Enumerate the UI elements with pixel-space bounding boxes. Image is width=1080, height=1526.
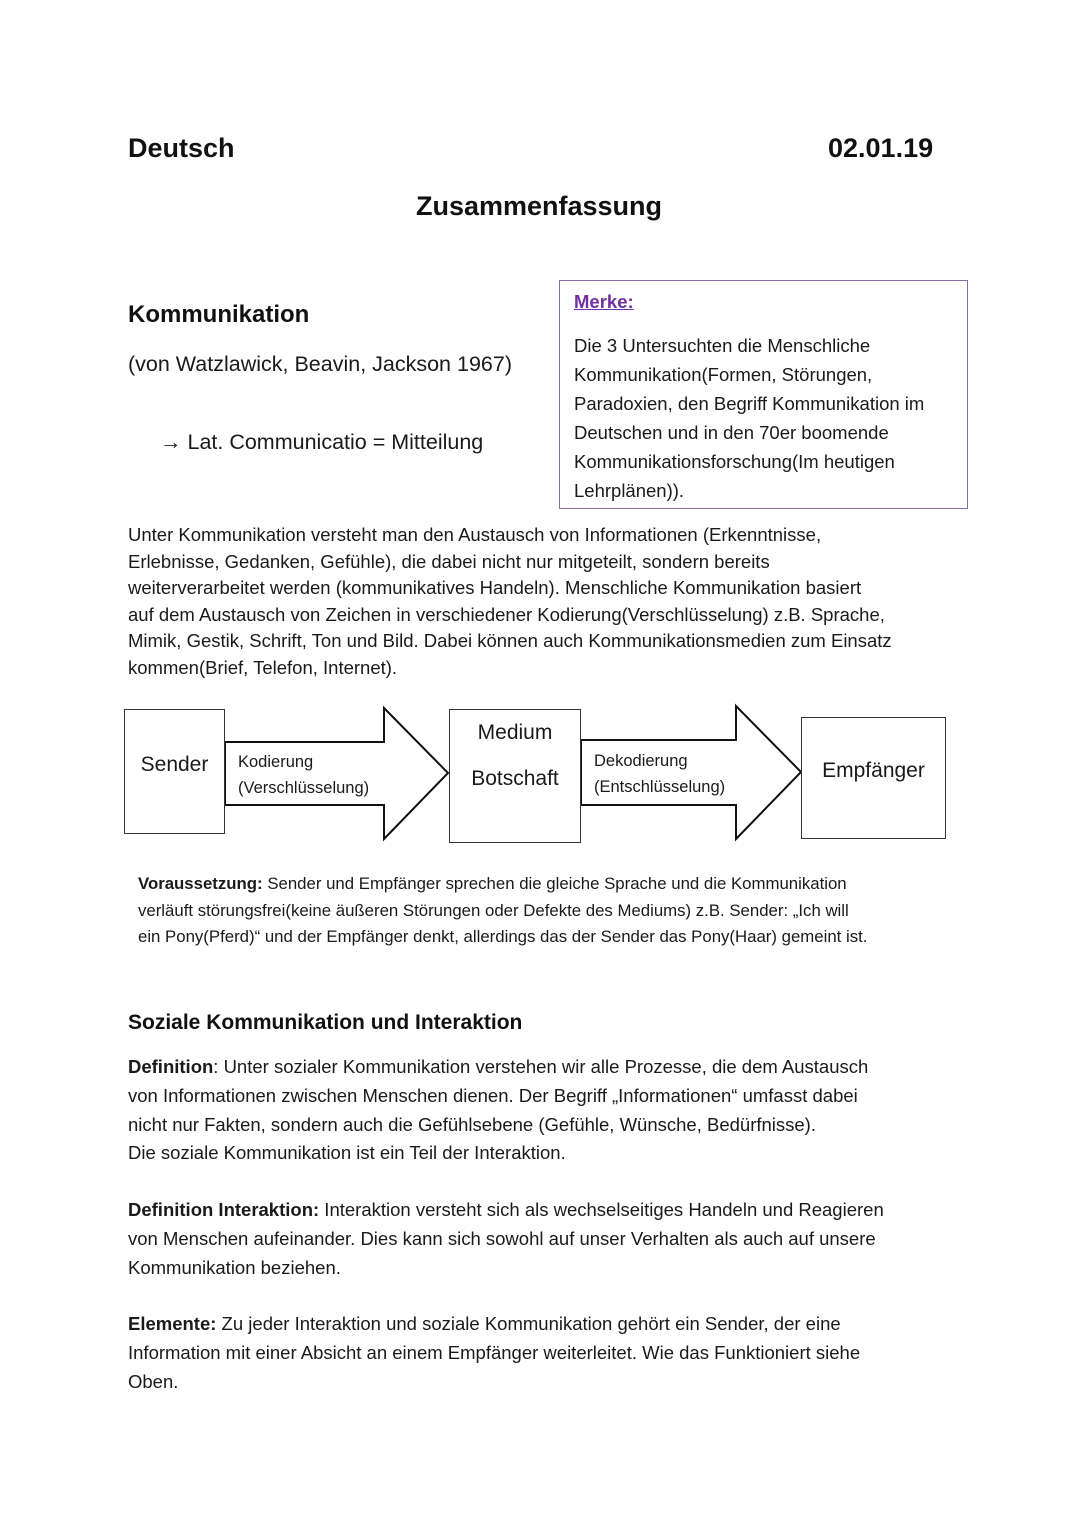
- definition-text: : Unter sozialer Kommunikation verstehen wir alle Prozesse, die dem Austausch: [213, 1056, 869, 1077]
- elemente-line: Information mit einer Absicht an einem Empfänger weiterleitet. Wie das Funktioniert siehe: [128, 1341, 861, 1363]
- definition-line: von Informationen zwischen Menschen dienen. Der Begriff „Informationen“ umfasst dabei: [128, 1084, 858, 1106]
- medium-label: Medium: [477, 721, 553, 744]
- section-heading-soziale: Soziale Kommunikation und Interaktion: [128, 1011, 523, 1034]
- latin-text: Lat. Communicatio = Mitteilung: [187, 430, 484, 454]
- paragraph-line: weiterverarbeitet werden (kommunikatives Handeln). Menschliche Kommunikation basiert: [128, 577, 862, 599]
- paragraph-line: Unter Kommunikation versteht man den Austausch von Informationen (Erkenntnisse,: [128, 524, 822, 545]
- authors-line: (von Watzlawick, Beavin, Jackson 1967): [128, 352, 512, 376]
- interaktion-line: Kommunikation beziehen.: [128, 1256, 341, 1278]
- interaktion-label: Definition Interaktion:: [128, 1199, 320, 1220]
- elemente-block: [128, 1310, 860, 1396]
- paragraph-line: Mimik, Gestik, Schrift, Ton und Bild. Dabei können auch Kommunikationsmedien zum Einsatz: [128, 630, 892, 652]
- entschluesselung-text: (Entschlüsselung): [594, 778, 726, 796]
- empfaenger-label: Empfänger: [822, 759, 925, 782]
- interaktion-block: [128, 1196, 884, 1282]
- definition-block: [128, 1053, 868, 1168]
- voraussetzung-line: verläuft störungsfrei(keine äußeren Störungen oder Defekte des Mediums) z.B. Sender: „Ich will: [138, 900, 849, 920]
- paragraph-line: auf dem Austausch von Zeichen in verschiedener Kodierung(Verschlüsselung) z.B. Sprache,: [128, 603, 885, 625]
- interaktion-line: [128, 1196, 884, 1225]
- voraussetzung-text: Sender und Empfänger sprechen die gleiche Sprache und die Kommunikation: [267, 874, 847, 893]
- definition-line: [128, 1053, 868, 1082]
- merke-line: Deutschen und in den 70er boomende: [574, 422, 889, 443]
- section-heading-kommunikation: Kommunikation: [128, 301, 310, 328]
- merke-line: Lehrplänen)).: [574, 480, 685, 501]
- voraussetzung-line: [138, 871, 867, 898]
- dekodierung-text: Dekodierung: [594, 752, 688, 770]
- elemente-text: Zu jeder Interaktion und soziale Kommunikation gehört ein Sender, der eine: [216, 1313, 841, 1334]
- interaktion-text: Interaktion versteht sich als wechselseitiges Handeln und Reagieren: [319, 1199, 884, 1220]
- merke-label: Merke:: [574, 291, 634, 312]
- voraussetzung-block: [138, 871, 867, 951]
- sender-label: Sender: [140, 753, 209, 776]
- botschaft-label: Botschaft: [471, 767, 559, 790]
- elemente-line: Oben.: [128, 1370, 179, 1392]
- voraussetzung-line: ein Pony(Pferd)“ und der Empfänger denkt, allerdings das der Sender das Pony(Haar) gemeint ist.: [138, 927, 868, 946]
- subject-heading: Deutsch: [128, 133, 235, 163]
- merke-line: Die 3 Untersuchten die Menschliche: [574, 335, 871, 356]
- voraussetzung-label: Voraussetzung:: [138, 874, 263, 893]
- elemente-line: [128, 1310, 860, 1339]
- sender-box: [124, 709, 225, 834]
- date: 02.01.19: [828, 133, 934, 163]
- kodierung-label: [238, 749, 369, 801]
- page-title: Zusammenfassung: [415, 191, 663, 221]
- dekodierung-label: [594, 748, 725, 800]
- verschluesselung-text: (Verschlüsselung): [238, 779, 370, 797]
- medium-box: [449, 709, 581, 843]
- definition-line: Die soziale Kommunikation ist ein Teil der Interaktion.: [128, 1142, 566, 1164]
- merke-line: Kommunikationsforschung(Im heutigen: [574, 451, 895, 472]
- empfaenger-box: [801, 717, 946, 839]
- merke-line: Paradoxien, den Begriff Kommunikation im: [574, 393, 925, 414]
- paragraph-line: kommen(Brief, Telefon, Internet).: [128, 656, 398, 678]
- elemente-label: Elemente:: [128, 1313, 217, 1334]
- definition-line: nicht nur Fakten, sondern auch die Gefühlsebene (Gefühle, Wünsche, Bedürfnisse).: [128, 1113, 816, 1135]
- kodierung-text: Kodierung: [238, 753, 314, 771]
- merke-line: Kommunikation(Formen, Störungen,: [574, 364, 873, 385]
- interaktion-line: von Menschen aufeinander. Dies kann sich sowohl auf unser Verhalten als auch auf unsere: [128, 1227, 876, 1249]
- definition-label: Definition: [128, 1056, 214, 1077]
- arrow-right-icon: →: [160, 430, 182, 454]
- paragraph-line: Erlebnisse, Gedanken, Gefühle), die dabei nicht nur mitgeteilt, sondern bereits: [128, 550, 770, 572]
